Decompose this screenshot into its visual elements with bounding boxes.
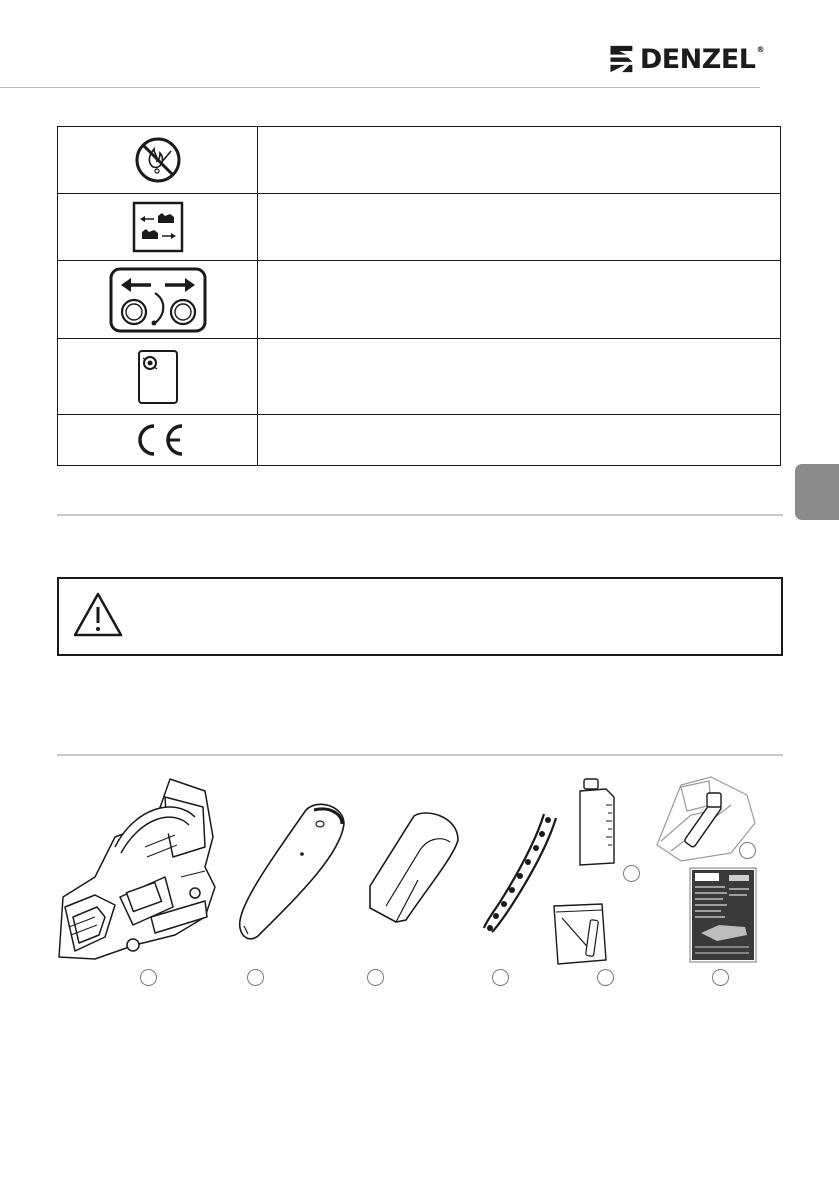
symbol-icon-cell (58, 194, 258, 261)
section-side-tab (795, 464, 839, 520)
symbol-row (58, 415, 781, 466)
symbol-description (258, 339, 781, 415)
warning-box (57, 577, 783, 656)
no-open-flame-icon (133, 135, 183, 185)
symbol-row (58, 194, 781, 261)
brand-logo (609, 38, 764, 80)
symbol-row (58, 127, 781, 194)
item-number-marker (712, 969, 729, 986)
tool-bag-icon (552, 902, 608, 971)
item-number-marker (739, 842, 756, 859)
symbol-icon-cell (58, 261, 258, 339)
chain-brake-direction-icon (109, 267, 207, 333)
oil-bottle-icon (576, 777, 618, 874)
ce-mark-icon (128, 422, 188, 458)
fuel-cap-icon (137, 349, 179, 405)
symbol-description (258, 261, 781, 339)
header-divider (0, 87, 760, 88)
manual-icon (689, 867, 757, 968)
symbol-icon-cell (58, 127, 258, 194)
guide-bar-icon (234, 800, 349, 947)
symbol-description (258, 127, 781, 194)
logo-emblem-icon (609, 39, 634, 79)
warning-triangle-icon (72, 591, 124, 639)
item-number-marker (492, 969, 509, 986)
symbol-icon-cell (58, 339, 258, 415)
symbol-row (58, 261, 781, 339)
item-number-marker (140, 969, 157, 986)
symbol-description (258, 194, 781, 261)
symbol-icon-cell (58, 415, 258, 466)
chain-direction-icon (132, 201, 184, 253)
bar-cover-icon (366, 810, 462, 931)
section-divider (57, 754, 783, 756)
section-divider (57, 514, 783, 516)
symbol-row (58, 339, 781, 415)
brand-name: DENZEL® (639, 43, 764, 75)
item-number-marker (247, 969, 264, 986)
symbols-table (57, 126, 781, 466)
item-number-marker (623, 865, 640, 882)
chainsaw-icon (55, 777, 220, 972)
item-number-marker (367, 969, 384, 986)
symbol-description (258, 415, 781, 466)
item-number-marker (597, 969, 614, 986)
